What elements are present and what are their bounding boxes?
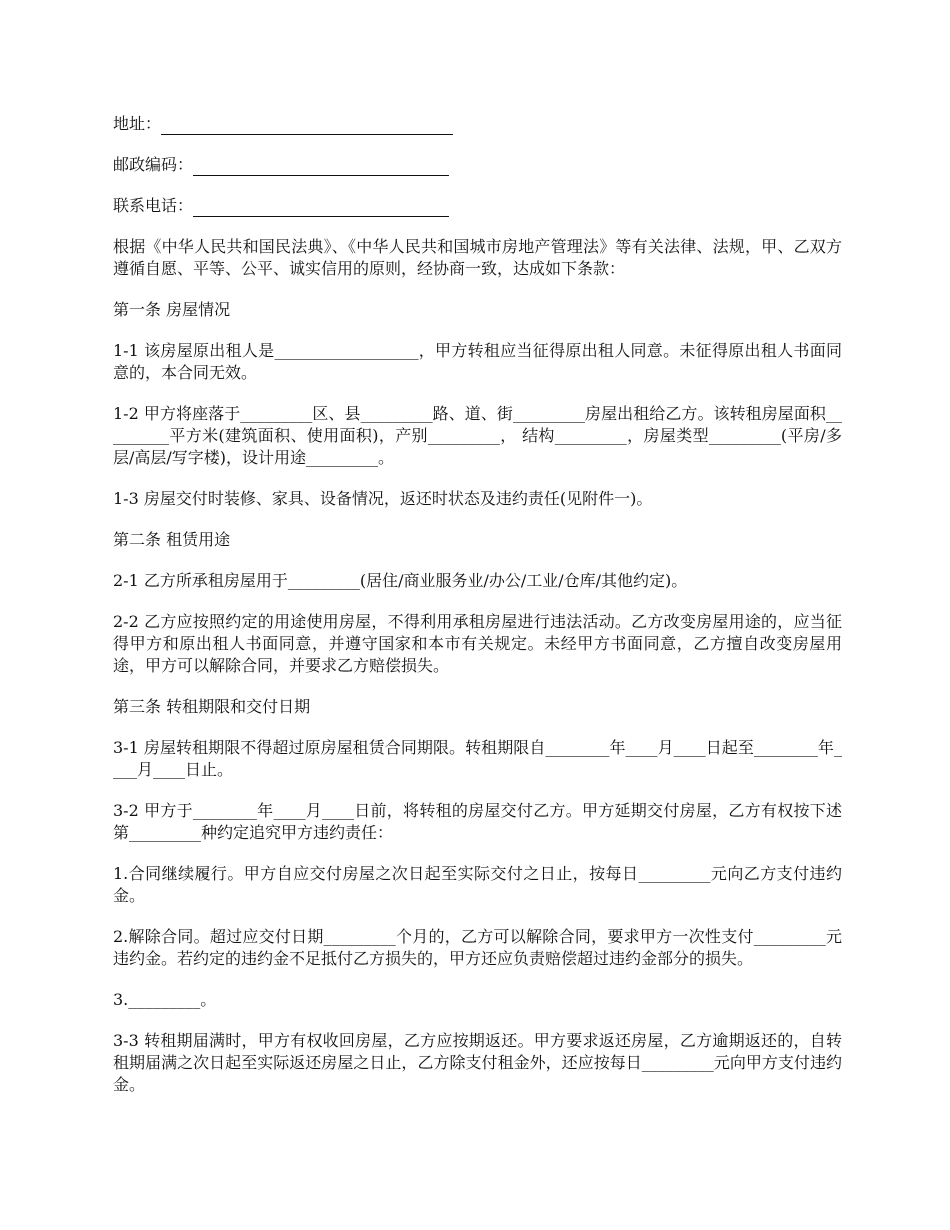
clause-1-3: 1-3 房屋交付时装修、家具、设备情况，返还时状态及违约责任(见附件一)。: [113, 489, 653, 508]
postcode-line: [113, 154, 842, 176]
option-3: 3._________。: [113, 990, 217, 1009]
phone-blank: [193, 199, 449, 217]
address-blank: [161, 117, 453, 135]
clause-3-1: 3-1 房屋转租期限不得超过原房屋租赁合同期限。转租期限自________年____月____日起至________年____月____日止。: [113, 738, 842, 779]
clause-1-1: 1-1 该房屋原出租人是__________________，甲方转租应当征得原出租人同意。未征得原出租人书面同意的，本合同无效。: [113, 341, 842, 382]
clause-1-2: 1-2 甲方将座落于_________区、县_________路、道、街_________房屋出租给乙方。该转租房屋面积_________平方米(建筑面积、使用面积)，产别_________， 结构_________，房屋类型_________(平房/多层/高层/写字楼)，设计用途_________。: [113, 404, 842, 467]
preamble-paragraph: 根据《中华人民共和国民法典》、《中华人民共和国城市房地产管理法》等有关法律、法规，甲、乙双方遵循自愿、平等、公平、诚实信用的原则，经协商一致，达成如下条款：: [113, 237, 842, 278]
option-1: 1.合同继续履行。甲方自应交付房屋之次日起至实际交付之日止，按每日_________元向乙方支付违约金。: [113, 864, 842, 905]
clause-2-1: 2-1 乙方所承租房屋用于_________(居住/商业服务业/办公/工业/仓库/其他约定)。: [113, 571, 688, 590]
article-2-heading: 第二条 租赁用途: [113, 530, 231, 549]
address-line: [113, 113, 842, 135]
option-2: 2.解除合同。超过应交付日期_________个月的，乙方可以解除合同，要求甲方一次性支付_________元违约金。若约定的违约金不足抵付乙方损失的，甲方还应负责赔偿超过违约金部分的损失。: [113, 927, 842, 968]
clause-2-2: 2-2 乙方应按照约定的用途使用房屋，不得利用承租房屋进行违法活动。乙方改变房屋用途的，应当征得甲方和原出租人书面同意，并遵守国家和本市有关规定。未经甲方书面同意，乙方擅自改变房屋用途，甲方可以解除合同，并要求乙方赔偿损失。: [113, 612, 842, 675]
article-3-heading: 第三条 转租期限和交付日期: [113, 697, 311, 716]
article-1-heading: 第一条 房屋情况: [113, 300, 231, 319]
address-label: 地址：: [113, 114, 162, 133]
clause-3-3: 3-3 转租期届满时，甲方有权收回房屋，乙方应按期返还。甲方要求返还房屋，乙方逾期返还的，自转租期届满之次日起至实际返还房屋之日止，乙方除支付租金外，还应按每日_________元向甲方支付违约金。: [113, 1031, 842, 1094]
clause-3-2: 3-2 甲方于________年____月____日前，将转租的房屋交付乙方。甲方延期交付房屋，乙方有权按下述第_________种约定追究甲方违约责任：: [113, 801, 842, 842]
phone-label: 联系电话：: [113, 196, 194, 215]
postcode-blank: [193, 158, 449, 176]
phone-line: [113, 195, 842, 217]
postcode-label: 邮政编码：: [113, 155, 194, 174]
